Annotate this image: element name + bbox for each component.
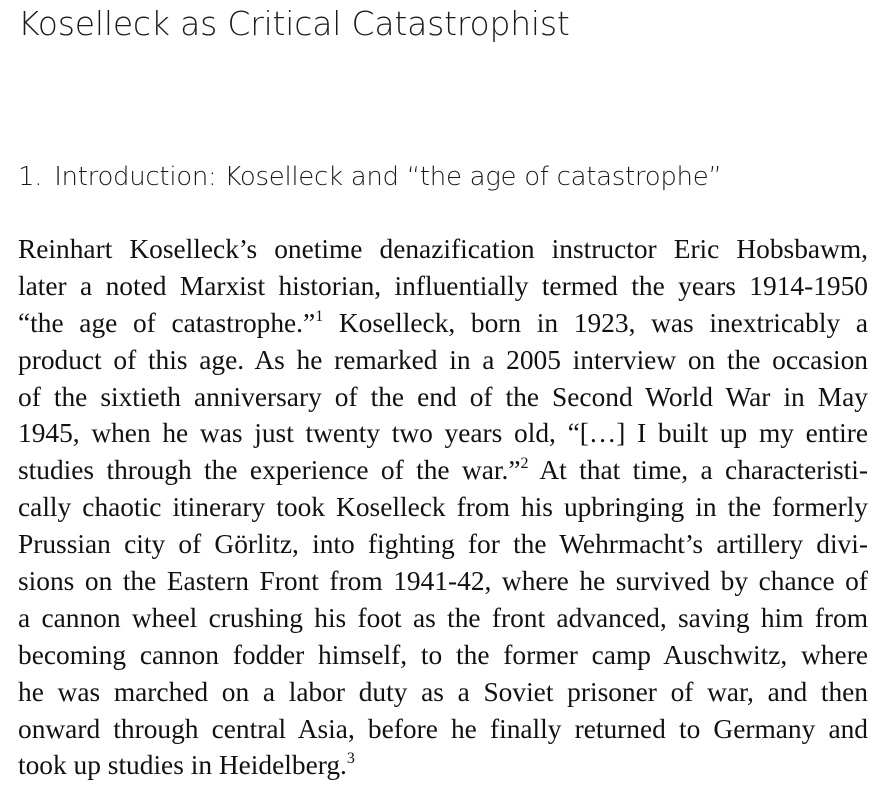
paragraph-line: Reinhart Koselleck’s onetime denazification instructor Eric Hobsbawm, <box>18 234 868 264</box>
paragraph-line: becoming cannon fodder himself, to the former camp Auschwitz, where <box>18 639 868 670</box>
footnote-marker-2[interactable]: 2 <box>520 455 529 473</box>
section-heading <box>18 162 722 192</box>
paragraph-line <box>18 452 868 489</box>
paragraph-line: 1945, when he was just twenty two years old, “[…] I built up my entire <box>18 418 868 449</box>
section-title: Introduction: Koselleck and “the age of catastrophe” <box>54 162 722 192</box>
paragraph-line <box>18 747 868 784</box>
paragraph-line <box>18 305 868 342</box>
paragraph-line: Prussian city of Görlitz, into fighting for the Wehrmacht’s artillery divi- <box>18 529 868 560</box>
paragraph-line: product of this age. As he remarked in a 2005 interview on the occasion <box>18 344 868 375</box>
body-paragraph <box>18 231 868 784</box>
footnote-marker-1[interactable]: 1 <box>315 307 324 325</box>
paragraph-line: of the sixtieth anniversary of the end of the Second World War in May <box>18 381 868 412</box>
paragraph-line: cally chaotic itinerary took Koselleck from his upbringing in the formerly <box>18 492 868 523</box>
footnote-marker-3[interactable]: 3 <box>346 750 355 768</box>
paragraph-line: he was marched on a labor duty as a Soviet prisoner of war, and then <box>18 676 868 707</box>
paragraph-line: later a noted Marxist historian, influentially termed the years 1914-1950 <box>18 270 868 301</box>
paragraph-line: sions on the Eastern Front from 1941-42, where he survived by chance of <box>18 566 868 597</box>
paragraph-line: a cannon wheel crushing his foot as the front advanced, saving him from <box>18 602 868 633</box>
document-title: Koselleck as Critical Catastrophist <box>18 4 570 43</box>
line-text: studies through the experience of the war.” <box>18 455 521 486</box>
line-text: Koselleck, born in 1923, was inextricably a <box>323 307 869 338</box>
paragraph-line: onward through central Asia, before he finally returned to Germany and <box>18 713 868 744</box>
line-text: took up studies in Heidelberg. <box>18 750 347 781</box>
line-text: At that time, a characteristi- <box>528 455 868 486</box>
line-text: “the age of catastrophe.” <box>18 307 316 338</box>
section-number: 1. <box>18 162 43 192</box>
